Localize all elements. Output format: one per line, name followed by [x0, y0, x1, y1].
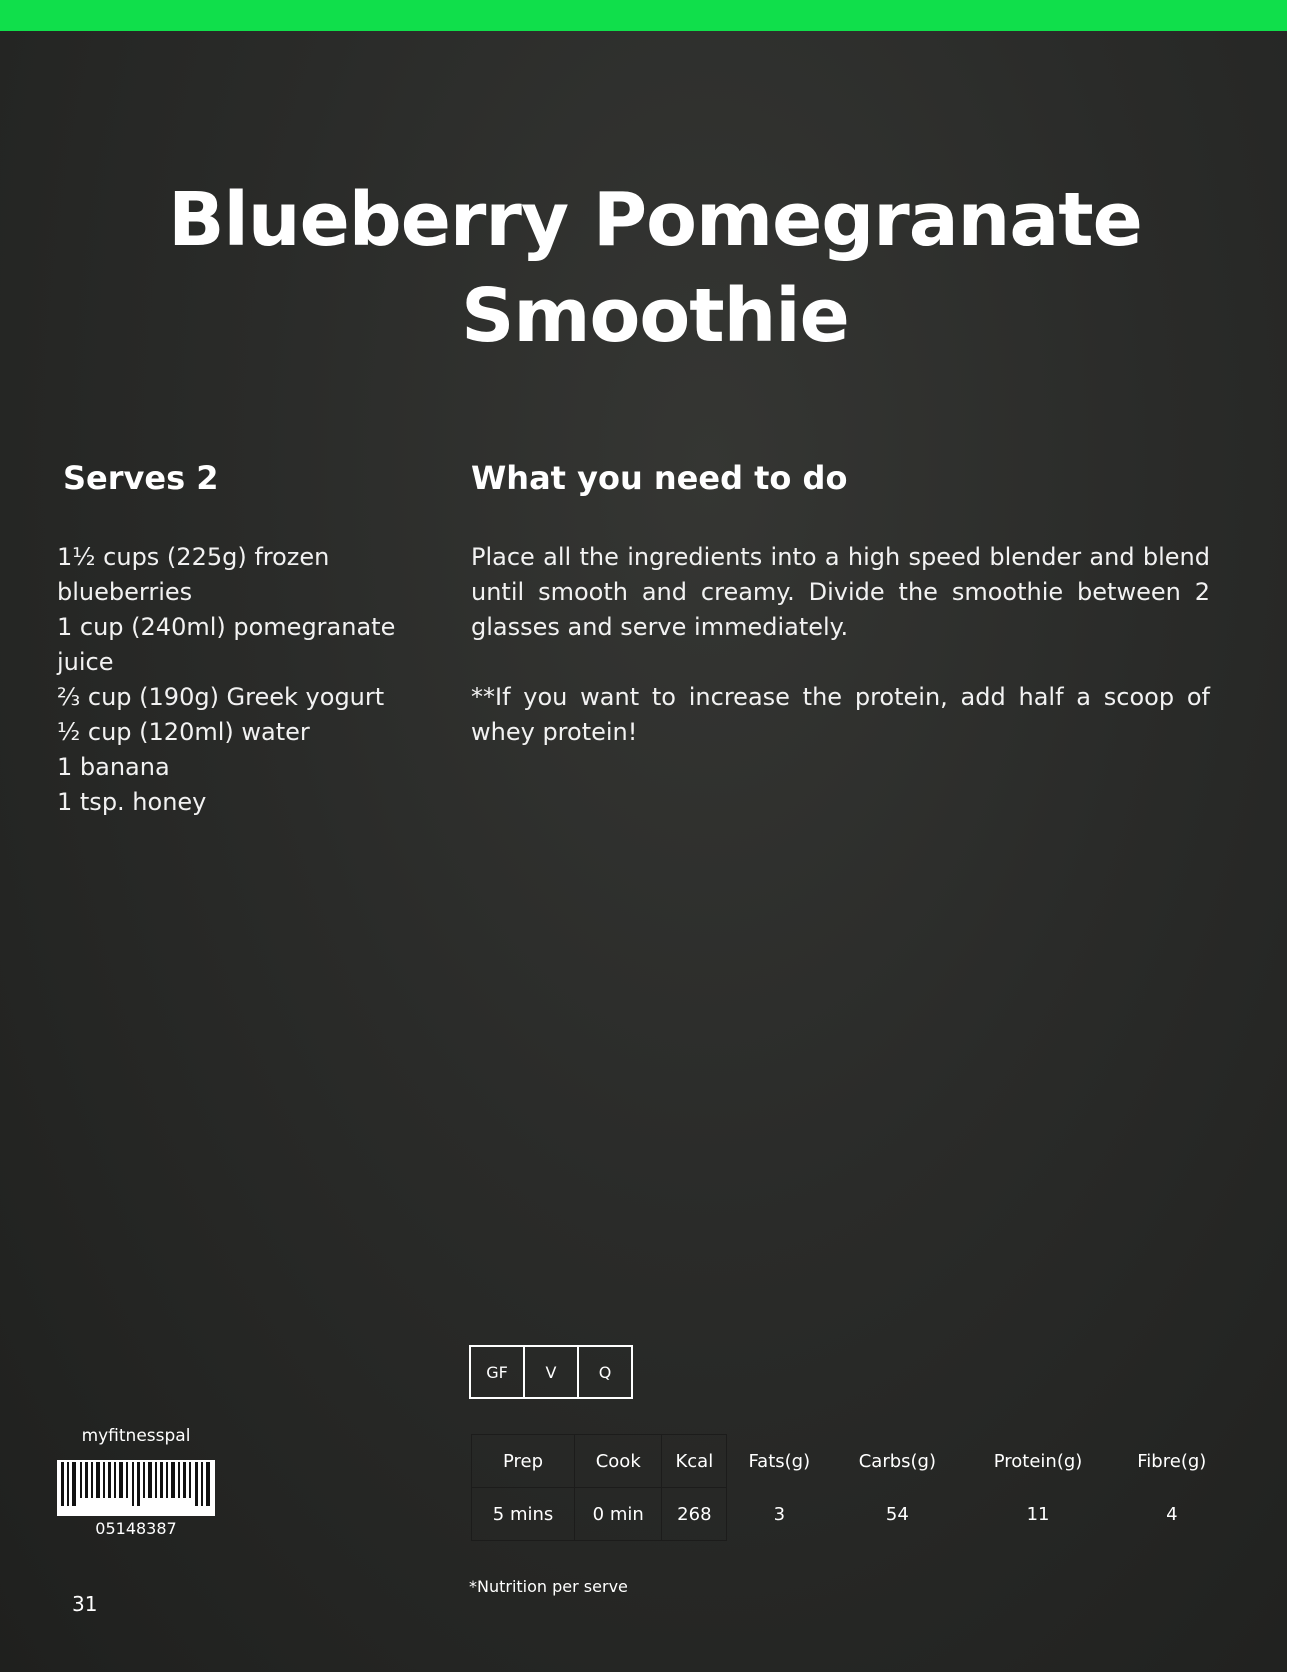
ingredient-item: 1 tsp. honey — [57, 788, 207, 816]
brand-block — [56, 1424, 216, 1540]
recipe-title-line-2: Smoothie — [461, 273, 849, 359]
top-accent-bar — [0, 0, 1287, 31]
ingredient-list — [57, 540, 417, 820]
nutrition-value-cook: 0 min — [575, 1488, 662, 1541]
recipe-title — [0, 172, 1287, 364]
tag-gluten-free: GF — [471, 1347, 525, 1397]
method-step: Place all the ingredients into a high speed blender and blend until smooth and creamy. Divide the smoothie between 2 glasses and serve immediately. — [471, 543, 1210, 641]
recipe-title-line-1: Blueberry Pomegranate — [168, 177, 1142, 263]
nutrition-table — [471, 1434, 1231, 1541]
nutrition-header-cook: Cook — [575, 1435, 662, 1488]
nutrition-value-carbs: 54 — [885, 1503, 909, 1525]
nutrition-value-kcal: 268 — [662, 1488, 727, 1541]
nutrition-value-fibre: 4 — [1166, 1503, 1178, 1525]
ingredient-item: 1 cup (240ml) pomegranate juice — [57, 613, 396, 676]
brand-name: myfitnesspal — [81, 1426, 191, 1446]
tag-vegetarian: V — [525, 1347, 579, 1397]
ingredient-item: ½ cup (120ml) water — [57, 718, 310, 746]
nutrition-value-protein: 11 — [1026, 1503, 1050, 1525]
nutrition-value-fats: 3 — [773, 1503, 786, 1525]
nutrition-value-row — [472, 1488, 1231, 1541]
method-text — [471, 540, 1210, 785]
method-protein-tip: **If you want to increase the protein, add half a scoop of whey protein! — [471, 683, 1210, 746]
ingredient-item: 1 banana — [57, 753, 170, 781]
barcode-icon — [57, 1460, 215, 1516]
nutrition-header-carbs: Carbs(g) — [858, 1450, 937, 1472]
tag-quick: Q — [598, 1362, 612, 1382]
nutrition-header-kcal: Kcal — [662, 1435, 727, 1488]
serves-heading: Serves 2 — [63, 459, 219, 497]
diet-tags — [469, 1345, 633, 1399]
nutrition-header-protein: Protein(g) — [993, 1450, 1083, 1472]
page-number: 31 — [72, 1592, 98, 1616]
nutrition-header-fibre: Fibre(g) — [1137, 1450, 1207, 1472]
nutrition-header-prep: Prep — [472, 1435, 575, 1488]
ingredient-item: 1½ cups (225g) frozen blueberries — [57, 543, 330, 606]
barcode-number: 05148387 — [95, 1519, 177, 1538]
nutrition-header-row — [472, 1435, 1231, 1488]
nutrition-value-prep: 5 mins — [472, 1488, 575, 1541]
nutrition-footnote: *Nutrition per serve — [469, 1577, 628, 1596]
ingredient-item: ⅔ cup (190g) Greek yogurt — [57, 683, 385, 711]
nutrition-header-fats: Fats(g) — [748, 1450, 811, 1472]
method-heading: What you need to do — [471, 459, 848, 497]
